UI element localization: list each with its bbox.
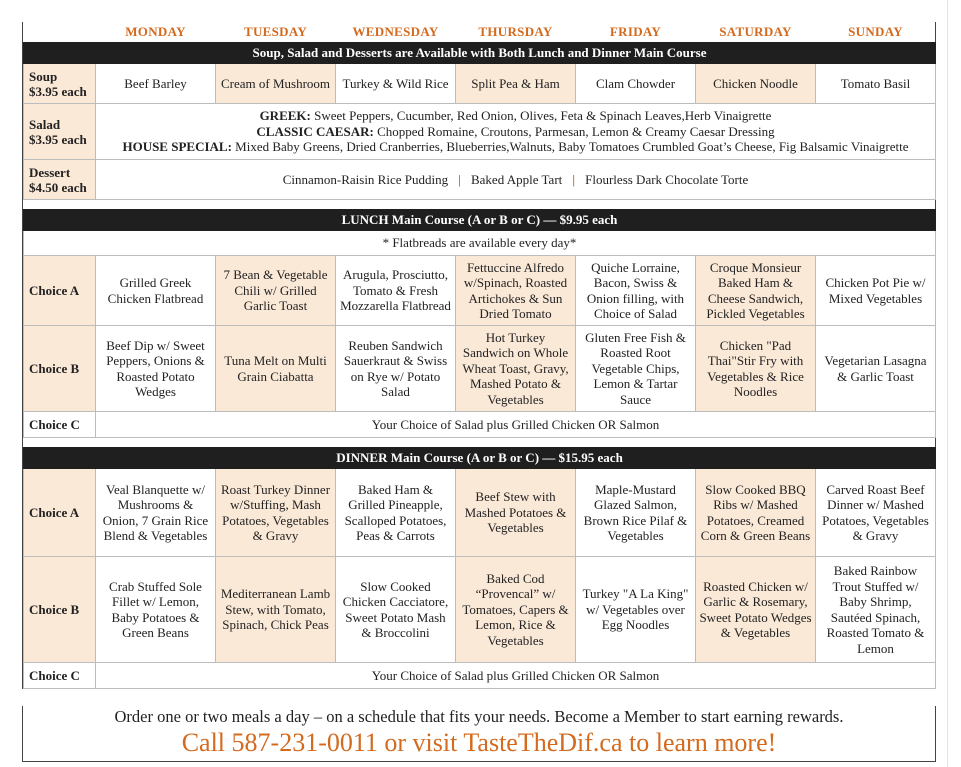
day-thursday: THURSDAY	[478, 24, 553, 40]
lunch-choice-a-label: Choice A	[24, 256, 96, 326]
lunch-b-tuesday: Tuna Melt on Multi Grain Ciabatta	[216, 326, 336, 412]
dinner-banner: DINNER Main Course (A or B or C) — $15.95 each	[24, 448, 936, 469]
lunch-choice-b-row	[24, 326, 936, 412]
dinner-b-wednesday: Slow Cooked Chicken Cacciatore, Sweet Potato Mash & Broccolini	[336, 557, 456, 663]
day-friday: FRIDAY	[609, 24, 662, 40]
spacer	[24, 200, 936, 210]
soup-price: $3.95 each	[29, 83, 87, 99]
dessert-row	[24, 160, 936, 200]
salad-caesar-name: CLASSIC CAESAR:	[256, 123, 374, 139]
dessert-chocolate-torte: Flourless Dark Chocolate Torte	[585, 171, 749, 187]
dinner-choice-b-row	[24, 557, 936, 663]
soup-wednesday: Turkey & Wild Rice	[336, 64, 456, 104]
dessert-label	[24, 160, 96, 200]
salad-label-text: Salad	[29, 116, 61, 132]
lunch-note-row	[24, 231, 936, 256]
menu-table	[23, 22, 936, 689]
footer-tagline: Order one or two meals a day – on a schedule that fits your needs. Become a Member to start earning rewards.	[114, 707, 844, 726]
lunch-choice-a-row	[24, 256, 936, 326]
soup-friday: Clam Chowder	[576, 64, 696, 104]
lunch-b-monday: Beef Dip w/ Sweet Peppers, Onions & Roasted Potato Wedges	[96, 326, 216, 412]
soup-sunday: Tomato Basil	[816, 64, 936, 104]
salad-row	[24, 104, 936, 160]
footer-call-to-action[interactable]: Call 587-231-0011 or visit TasteTheDif.ca to learn more!	[181, 728, 777, 757]
soup-row	[24, 64, 936, 104]
soup-thursday: Split Pea & Ham	[456, 64, 576, 104]
dinner-b-thursday: Baked Cod “Provencal” w/ Tomatoes, Capers & Lemon, Rice & Vegetables	[456, 557, 576, 663]
lunch-a-tuesday: 7 Bean & Vegetable Chili w/ Grilled Garlic Toast	[216, 256, 336, 326]
dinner-choice-c-row	[24, 663, 936, 689]
dinner-a-thursday: Beef Stew with Mashed Potatoes & Vegetables	[456, 469, 576, 557]
salad-caesar	[99, 124, 932, 140]
day-header-row	[24, 22, 936, 43]
salad-label	[24, 104, 96, 160]
day-monday: MONDAY	[125, 24, 186, 40]
lunch-a-monday: Grilled Greek Chicken Flatbread	[96, 256, 216, 326]
dinner-b-monday: Crab Stuffed Sole Fillet w/ Lemon, Baby Potatoes & Green Beans	[96, 557, 216, 663]
spacer	[24, 438, 936, 448]
gap-row	[24, 438, 936, 448]
soup-saturday: Chicken Noodle	[696, 64, 816, 104]
lunch-note: * Flatbreads are available every day*	[24, 231, 936, 256]
weekly-menu	[22, 22, 936, 689]
lunch-a-thursday: Fettuccine Alfredo w/Spinach, Roasted Artichokes & Sun Dried Tomato	[456, 256, 576, 326]
soup-tuesday: Cream of Mushroom	[216, 64, 336, 104]
salad-house-name: HOUSE SPECIAL:	[122, 139, 232, 155]
dinner-b-sunday: Baked Rainbow Trout Stuffed w/ Baby Shrimp, Sautéed Spinach, Roasted Tomato & Lemon	[816, 557, 936, 663]
dessert-separator: |	[572, 171, 576, 187]
dinner-a-saturday: Slow Cooked BBQ Ribs w/ Mashed Potatoes, Creamed Corn & Green Beans	[696, 469, 816, 557]
lunch-choice-c-text: Your Choice of Salad plus Grilled Chicken OR Salmon	[96, 412, 936, 438]
soup-label-text: Soup	[29, 68, 58, 84]
dinner-choice-a-label: Choice A	[24, 469, 96, 557]
dinner-a-monday: Veal Blanquette w/ Mushrooms & Onion, 7 Grain Rice Blend & Vegetables	[96, 469, 216, 557]
dinner-choice-c-text: Your Choice of Salad plus Grilled Chicken OR Salmon	[96, 663, 936, 689]
salad-house-desc: Mixed Baby Greens, Dried Cranberries, Blueberries,Walnuts, Baby Tomatoes Crumbled Goat’s Cheese, Fig Balsamic Vinaigrette	[231, 139, 909, 155]
dinner-b-tuesday: Mediterranean Lamb Stew, with Tomato, Spinach, Chick Peas	[216, 557, 336, 663]
salad-greek-desc: Sweet Peppers, Cucumber, Red Onion, Olives, Feta & Spinach Leaves,Herb Vinaigrette	[310, 108, 772, 124]
dinner-banner-row	[24, 448, 936, 469]
day-sunday: SUNDAY	[848, 24, 903, 40]
dinner-a-friday: Maple-Mustard Glazed Salmon, Brown Rice Pilaf & Vegetables	[576, 469, 696, 557]
dinner-a-wednesday: Baked Ham & Grilled Pineapple, Scalloped Potatoes, Peas & Carrots	[336, 469, 456, 557]
soup-monday: Beef Barley	[96, 64, 216, 104]
soup-banner-row	[24, 43, 936, 64]
dinner-b-friday: Turkey "A La King" w/ Vegetables over Egg Noodles	[576, 557, 696, 663]
lunch-choice-b-label: Choice B	[24, 326, 96, 412]
lunch-b-friday: Gluten Free Fish & Roasted Root Vegetable Chips, Lemon & Tartar Sauce	[576, 326, 696, 412]
lunch-b-wednesday: Reuben Sandwich Sauerkraut & Swiss on Rye w/ Potato Salad	[336, 326, 456, 412]
dinner-choice-a-row	[24, 469, 936, 557]
day-saturday: SATURDAY	[719, 24, 792, 40]
dessert-separator: |	[458, 171, 461, 187]
lunch-b-thursday: Hot Turkey Sandwich on Whole Wheat Toast, Gravy, Mashed Potato & Vegetables	[456, 326, 576, 412]
lunch-choice-c-label: Choice C	[24, 412, 96, 438]
dessert-options	[96, 160, 936, 200]
salad-price: $3.95 each	[29, 131, 87, 147]
dessert-label-text: Dessert	[29, 164, 71, 180]
salad-options	[96, 104, 936, 160]
lunch-choice-c-row	[24, 412, 936, 438]
lunch-banner-row	[24, 210, 936, 231]
lunch-b-saturday: Chicken "Pad Thai"Stir Fry with Vegetables & Rice Noodles	[696, 326, 816, 412]
day-wednesday: WEDNESDAY	[352, 24, 439, 40]
scrollbar-track	[947, 0, 948, 767]
dessert-rice-pudding: Cinnamon-Raisin Rice Pudding	[282, 171, 449, 187]
lunch-banner: LUNCH Main Course (A or B or C) — $9.95 each	[24, 210, 936, 231]
dessert-price: $4.50 each	[29, 179, 87, 195]
dinner-a-sunday: Carved Roast Beef Dinner w/ Mashed Potatoes, Vegetables & Gravy	[816, 469, 936, 557]
salad-house	[99, 139, 932, 155]
salad-greek-name: GREEK:	[259, 108, 311, 124]
dinner-choice-c-label: Choice C	[24, 663, 96, 689]
soup-banner: Soup, Salad and Desserts are Available with Both Lunch and Dinner Main Course	[24, 43, 936, 64]
dinner-choice-b-label: Choice B	[24, 557, 96, 663]
dinner-a-tuesday: Roast Turkey Dinner w/Stuffing, Mash Potatoes, Vegetables & Gravy	[216, 469, 336, 557]
dessert-apple-tart: Baked Apple Tart	[470, 171, 563, 187]
soup-label	[24, 64, 96, 104]
lunch-a-friday: Quiche Lorraine, Bacon, Swiss & Onion filling, with Choice of Salad	[576, 256, 696, 326]
lunch-a-wednesday: Arugula, Prosciutto, Tomato & Fresh Mozzarella Flatbread	[336, 256, 456, 326]
lunch-b-sunday: Vegetarian Lasagna & Garlic Toast	[816, 326, 936, 412]
corner-cell	[24, 22, 96, 43]
salad-greek	[99, 108, 932, 124]
lunch-a-saturday: Croque Monsieur Baked Ham & Cheese Sandwich, Pickled Vegetables	[696, 256, 816, 326]
lunch-a-sunday: Chicken Pot Pie w/ Mixed Vegetables	[816, 256, 936, 326]
day-tuesday: TUESDAY	[243, 24, 308, 40]
gap-row	[24, 200, 936, 210]
dinner-b-saturday: Roasted Chicken w/ Garlic & Rosemary, Sweet Potato Wedges & Vegetables	[696, 557, 816, 663]
salad-caesar-desc: Chopped Romaine, Croutons, Parmesan, Lemon & Creamy Caesar Dressing	[373, 123, 775, 139]
footer	[22, 706, 936, 762]
